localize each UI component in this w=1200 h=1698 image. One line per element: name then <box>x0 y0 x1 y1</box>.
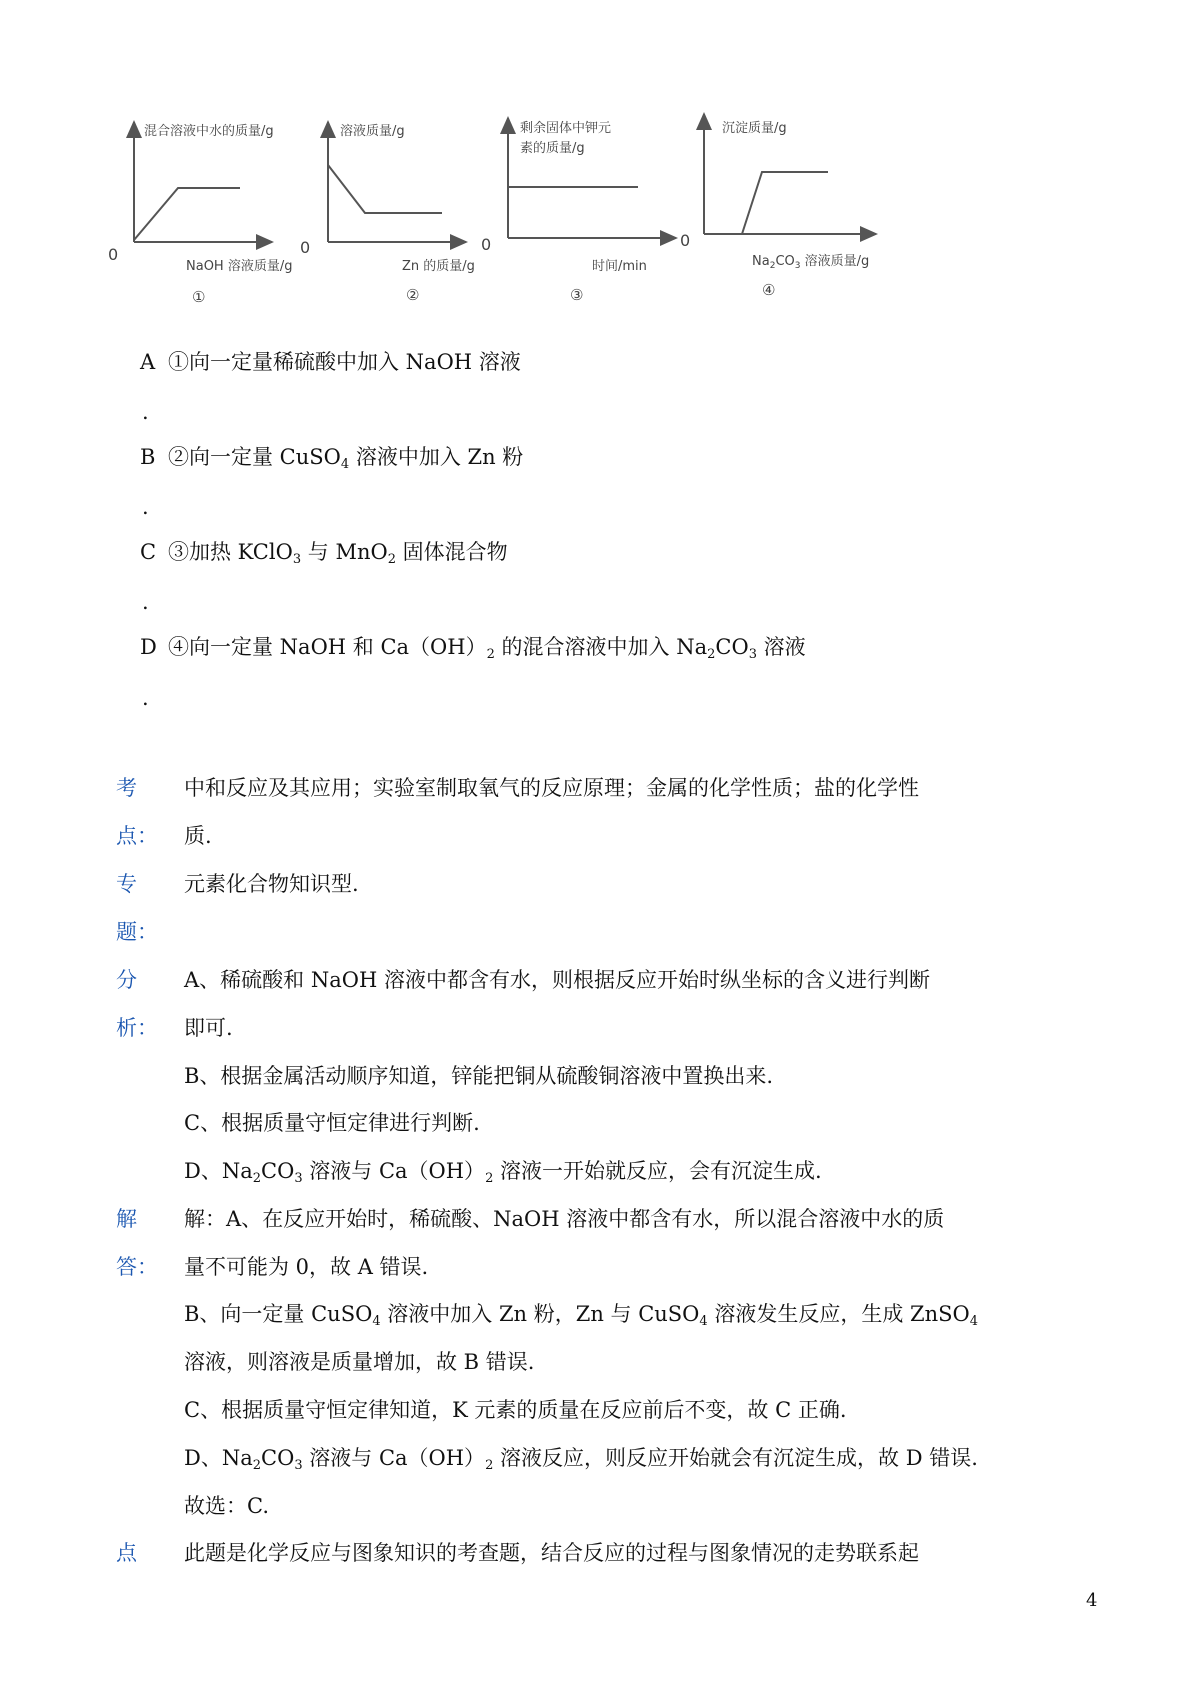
graph-1-index: ① <box>192 288 206 306</box>
fenxi-label-1: 分 <box>116 968 137 992</box>
fenxi-text-5 <box>184 1157 822 1185</box>
option-d-text-post: 溶液 <box>756 635 806 659</box>
option-d-sub3: 3 <box>748 647 757 662</box>
jieda-text-6-mid2: 溶液与 Ca（OH） <box>302 1446 486 1470</box>
option-d-sub2: 2 <box>707 647 716 662</box>
zhuanti-text-1: 元素化合物知识型. <box>184 872 359 896</box>
graph-1 <box>108 122 292 306</box>
jieda-text-4: 溶液，则溶液是质量增加，故 B 错误. <box>184 1350 535 1374</box>
option-c <box>140 538 508 566</box>
jieda-text-6-mid: CO <box>261 1446 295 1470</box>
option-b-text-pre: ②向一定量 CuSO <box>168 445 341 469</box>
graph-3-origin: 0 <box>481 235 492 254</box>
option-d-text-mid2: CO <box>715 635 749 659</box>
option-c-sub2: 2 <box>387 552 396 567</box>
fenxi-label-2: 析： <box>116 1016 158 1040</box>
graph-2-xlabel: Zn 的质量/g <box>402 259 475 274</box>
fenxi-text-4: C、根据质量守恒定律进行判断. <box>184 1111 480 1135</box>
option-c-letter: C <box>140 540 157 564</box>
option-c-sub1: 3 <box>292 552 302 567</box>
option-a-dot: . <box>142 400 149 424</box>
jieda-label-2: 答： <box>116 1255 158 1279</box>
jieda-text-6-sub1: 2 <box>252 1458 262 1473</box>
graph-3-xlabel: 时间/min <box>592 259 647 274</box>
dianping-text-1: 此题是化学反应与图象知识的考查题，结合反应的过程与图象情况的走势联系起 <box>184 1541 919 1565</box>
option-d-dot: . <box>142 686 149 710</box>
option-c-text-pre: ③加热 KClO <box>168 540 293 564</box>
kaodian-label-2: 点： <box>116 824 158 848</box>
graph-4-origin: 0 <box>680 231 691 250</box>
jieda-label-1: 解 <box>116 1207 137 1231</box>
graph-4-xlabel: $Na_2CO_3$ 溶液质量/g <box>752 254 870 271</box>
jieda-text-2: 量不可能为 0，故 A 错误. <box>184 1255 429 1279</box>
option-b-dot: . <box>142 495 149 519</box>
graph-2-curve <box>328 165 442 213</box>
page-number: 4 <box>1086 1590 1098 1611</box>
option-d-letter: D <box>140 635 157 659</box>
option-d-text-mid: 的混合溶液中加入 Na <box>494 635 708 659</box>
jieda-text-3-sub1: 4 <box>372 1314 381 1329</box>
jieda-text-1: 解：A、在反应开始时，稀硫酸、NaOH 溶液中都含有水，所以混合溶液中水的质 <box>184 1207 945 1231</box>
option-b <box>140 443 523 471</box>
jieda-text-3-mid: 溶液中加入 Zn 粉，Zn 与 CuSO <box>380 1302 700 1326</box>
graph-1-origin: 0 <box>108 245 119 264</box>
jieda-text-6-post: 溶液反应，则反应开始就会有沉淀生成，故 D 错误. <box>493 1446 978 1470</box>
graph-1-curve <box>134 188 240 240</box>
fenxi-text-5-mid2: 溶液与 Ca（OH） <box>302 1159 486 1183</box>
option-b-letter: B <box>140 445 156 469</box>
option-a-letter: A <box>140 350 156 374</box>
option-d-text-pre: ④向一定量 NaOH 和 Ca（OH） <box>168 635 487 659</box>
graph-4 <box>680 114 876 299</box>
option-a <box>140 348 521 376</box>
graph-1-ylabel: 混合溶液中水的质量/g <box>144 124 274 139</box>
kaodian-text-2: 质. <box>184 824 212 848</box>
fenxi-text-5-mid: CO <box>261 1159 295 1183</box>
jieda-text-5: C、根据质量守恒定律知道，K 元素的质量在反应前后不变，故 C 正确. <box>184 1398 847 1422</box>
graph-4-ylabel: 沉淀质量/g <box>722 121 787 136</box>
kaodian-text-1: 中和反应及其应用；实验室制取氧气的反应原理；金属的化学性质；盐的化学性 <box>184 776 919 800</box>
jieda-text-6-pre: D、Na <box>184 1446 253 1470</box>
dianping-label-1: 点 <box>116 1541 137 1565</box>
graphs-figure <box>100 110 980 340</box>
graph-4-index: ④ <box>762 281 776 299</box>
option-a-text: ①向一定量稀硫酸中加入 NaOH 溶液 <box>168 350 521 374</box>
jieda-text-3-sub2: 4 <box>699 1314 708 1329</box>
graph-3-ylabel-line1: 剩余固体中钾元 <box>520 121 612 136</box>
jieda-text-3 <box>184 1300 978 1328</box>
jieda-text-3-pre: B、向一定量 CuSO <box>184 1302 373 1326</box>
graph-2 <box>300 122 475 304</box>
graph-1-xlabel: NaOH 溶液质量/g <box>186 259 293 274</box>
graph-2-ylabel: 溶液质量/g <box>340 124 405 139</box>
option-b-sub: 4 <box>340 457 350 472</box>
jieda-text-7: 故选：C. <box>184 1494 269 1518</box>
option-b-text-post: 溶液中加入 Zn 粉 <box>349 445 524 469</box>
option-c-dot: . <box>142 590 149 614</box>
fenxi-text-1: A、稀硫酸和 NaOH 溶液中都含有水，则根据反应开始时纵坐标的含义进行判断 <box>184 968 930 992</box>
graph-2-index: ② <box>406 286 420 304</box>
graph-3 <box>481 118 676 304</box>
option-c-text-mid: 与 MnO <box>301 540 388 564</box>
graph-3-ylabel-line2: 素的质量/g <box>520 141 585 156</box>
graph-4-curve <box>704 172 828 234</box>
jieda-text-3-sub3: 4 <box>969 1314 979 1329</box>
fenxi-text-5-sub2: 3 <box>294 1171 303 1186</box>
jieda-text-6-sub3: 2 <box>485 1458 494 1473</box>
jieda-text-6-sub2: 3 <box>294 1458 303 1473</box>
jieda-text-3-mid2: 溶液发生反应，生成 ZnSO <box>707 1302 970 1326</box>
graph-2-origin: 0 <box>300 238 311 257</box>
kaodian-label-1: 考 <box>116 776 137 800</box>
fenxi-text-5-sub1: 2 <box>252 1171 262 1186</box>
fenxi-text-5-pre: D、Na <box>184 1159 253 1183</box>
option-d <box>140 633 806 661</box>
zhuanti-label-1: 专 <box>116 872 137 896</box>
fenxi-text-3: B、根据金属活动顺序知道，锌能把铜从硫酸铜溶液中置换出来. <box>184 1064 774 1088</box>
fenxi-text-2: 即可. <box>184 1016 233 1040</box>
zhuanti-label-2: 题： <box>116 920 158 944</box>
fenxi-text-5-post: 溶液一开始就反应，会有沉淀生成. <box>493 1159 822 1183</box>
option-c-text-post: 固体混合物 <box>395 540 508 564</box>
jieda-text-6 <box>184 1444 978 1472</box>
graph-3-index: ③ <box>570 286 584 304</box>
fenxi-text-5-sub3: 2 <box>485 1171 494 1186</box>
option-d-sub1: 2 <box>486 647 495 662</box>
